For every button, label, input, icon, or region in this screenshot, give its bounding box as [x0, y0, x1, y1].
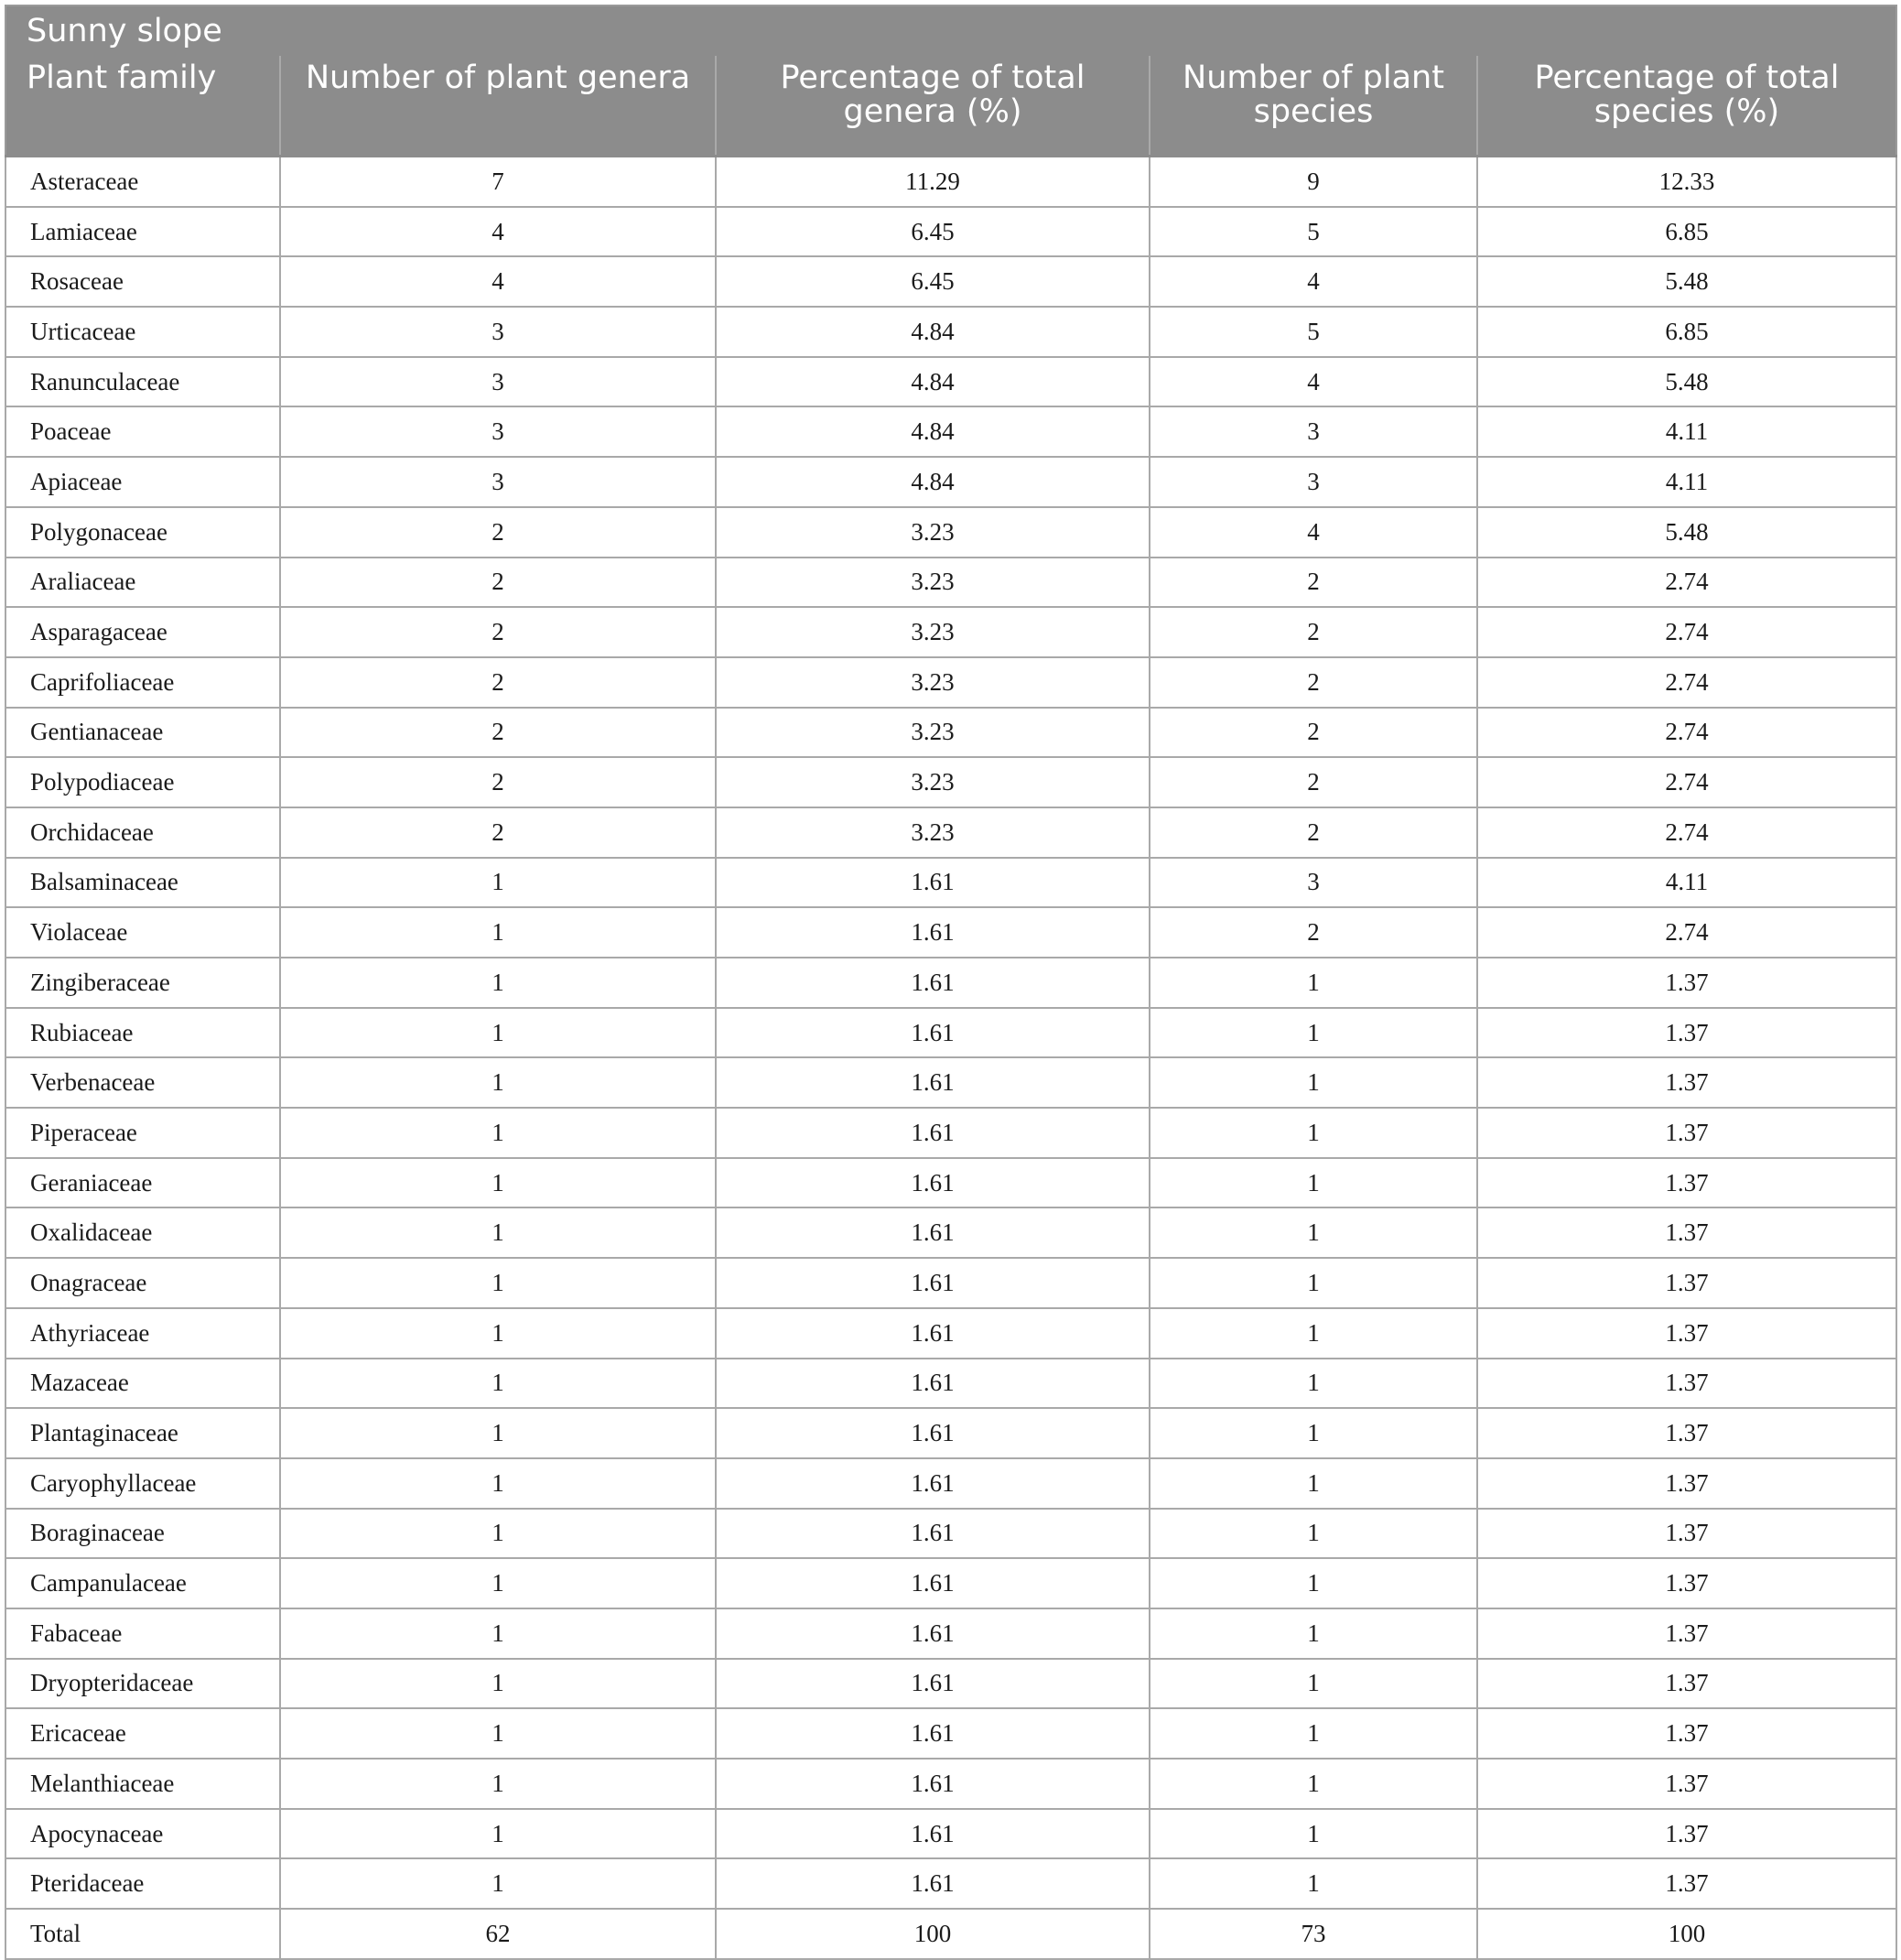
cell-species-percent: 2.74 — [1477, 907, 1896, 958]
cell-species-count: 1 — [1150, 1207, 1477, 1258]
cell-genera-count: 1 — [280, 1008, 716, 1058]
cell-species-percent: 5.48 — [1477, 507, 1896, 558]
cell-species-count: 3 — [1150, 457, 1477, 507]
cell-genera-count: 2 — [280, 757, 716, 807]
cell-species-percent: 1.37 — [1477, 1608, 1896, 1659]
cell-species-count: 2 — [1150, 558, 1477, 608]
table-row — [5, 1308, 1896, 1359]
cell-genera-percent: 1.61 — [716, 858, 1150, 908]
cell-genera-percent: 1.61 — [716, 1108, 1150, 1158]
cell-plant-family: Rosaceae — [5, 256, 280, 307]
cell-species-percent: 1.37 — [1477, 1858, 1896, 1909]
table-row — [5, 157, 1896, 207]
cell-genera-count: 3 — [280, 457, 716, 507]
cell-species-percent: 2.74 — [1477, 807, 1896, 858]
cell-species-percent: 4.11 — [1477, 858, 1896, 908]
table-row — [5, 1359, 1896, 1409]
cell-genera-count: 3 — [280, 357, 716, 407]
column-header-species-count: Number of plant species — [1150, 56, 1477, 157]
cell-plant-family: Athyriaceae — [5, 1308, 280, 1359]
cell-genera-percent: 3.23 — [716, 807, 1150, 858]
cell-genera-count: 1 — [280, 1809, 716, 1859]
cell-genera-count: 1 — [280, 1258, 716, 1308]
cell-genera-percent: 1.61 — [716, 1558, 1150, 1608]
total-row — [5, 1909, 1896, 1959]
table-row — [5, 1759, 1896, 1809]
cell-plant-family: Dryopteridaceae — [5, 1659, 280, 1709]
cell-species-count: 2 — [1150, 607, 1477, 657]
column-header-genera-count: Number of plant genera — [280, 56, 716, 157]
cell-genera-percent: 1.61 — [716, 958, 1150, 1008]
table-row — [5, 1608, 1896, 1659]
cell-genera-count: 1 — [280, 1207, 716, 1258]
cell-species-count: 2 — [1150, 657, 1477, 708]
cell-genera-percent: 1.61 — [716, 1659, 1150, 1709]
table-row — [5, 1158, 1896, 1208]
cell-species-count: 3 — [1150, 858, 1477, 908]
cell-genera-count: 1 — [280, 1308, 716, 1359]
table-row — [5, 607, 1896, 657]
cell-species-count: 1 — [1150, 1759, 1477, 1809]
table-row — [5, 807, 1896, 858]
cell-plant-family: Asparagaceae — [5, 607, 280, 657]
table-row — [5, 558, 1896, 608]
cell-plant-family: Urticaceae — [5, 307, 280, 357]
cell-species-percent: 1.37 — [1477, 1108, 1896, 1158]
cell-species-percent: 1.37 — [1477, 1659, 1896, 1709]
cell-species-count: 1 — [1150, 1008, 1477, 1058]
cell-genera-percent: 6.45 — [716, 207, 1150, 257]
cell-plant-family: Araliaceae — [5, 558, 280, 608]
cell-genera-percent: 1.61 — [716, 1509, 1150, 1559]
cell-genera-count: 4 — [280, 256, 716, 307]
table-row — [5, 1108, 1896, 1158]
cell-species-percent: 1.37 — [1477, 1558, 1896, 1608]
table-row — [5, 1207, 1896, 1258]
column-header-species-percent: Percentage of total species (%) — [1477, 56, 1896, 157]
cell-plant-family: Geraniaceae — [5, 1158, 280, 1208]
table-body — [5, 157, 1896, 1959]
table-row — [5, 1458, 1896, 1509]
cell-species-percent: 1.37 — [1477, 1708, 1896, 1759]
cell-plant-family: Rubiaceae — [5, 1008, 280, 1058]
cell-species-percent: 2.74 — [1477, 657, 1896, 708]
cell-species-percent: 2.74 — [1477, 708, 1896, 758]
cell-plant-family: Polygonaceae — [5, 507, 280, 558]
cell-species-count: 1 — [1150, 1858, 1477, 1909]
table-row — [5, 657, 1896, 708]
cell-genera-percent: 1.61 — [716, 1057, 1150, 1108]
cell-plant-family: Boraginaceae — [5, 1509, 280, 1559]
cell-species-percent: 1.37 — [1477, 1008, 1896, 1058]
cell-genera-count: 1 — [280, 1659, 716, 1709]
cell-genera-percent: 4.84 — [716, 307, 1150, 357]
cell-genera-count: 2 — [280, 807, 716, 858]
cell-species-count: 4 — [1150, 357, 1477, 407]
table-row — [5, 958, 1896, 1008]
cell-genera-count: 2 — [280, 507, 716, 558]
cell-plant-family: Apocynaceae — [5, 1809, 280, 1859]
cell-species-count: 1 — [1150, 1308, 1477, 1359]
cell-genera-count: 1 — [280, 1759, 716, 1809]
cell-species-count: 2 — [1150, 907, 1477, 958]
cell-genera-percent: 3.23 — [716, 657, 1150, 708]
cell-genera-count: 1 — [280, 1458, 716, 1509]
cell-genera-count: 4 — [280, 207, 716, 257]
cell-plant-family: Mazaceae — [5, 1359, 280, 1409]
cell-species-percent: 1.37 — [1477, 1057, 1896, 1108]
cell-genera-percent: 3.23 — [716, 708, 1150, 758]
cell-species-count: 3 — [1150, 406, 1477, 457]
cell-plant-family: Zingiberaceae — [5, 958, 280, 1008]
cell-genera-percent: 1.61 — [716, 1308, 1150, 1359]
cell-species-count: 1 — [1150, 1458, 1477, 1509]
cell-plant-family: Apiaceae — [5, 457, 280, 507]
table-row — [5, 307, 1896, 357]
cell-plant-family: Oxalidaceae — [5, 1207, 280, 1258]
cell-species-count: 1 — [1150, 1708, 1477, 1759]
cell-genera-percent: 1.61 — [716, 1858, 1150, 1909]
cell-species-count: 1 — [1150, 1659, 1477, 1709]
cell-genera-count: 2 — [280, 558, 716, 608]
cell-species-percent: 1.37 — [1477, 1308, 1896, 1359]
cell-species-count: 2 — [1150, 807, 1477, 858]
cell-genera-count: 1 — [280, 1708, 716, 1759]
cell-genera-percent: 1.61 — [716, 1359, 1150, 1409]
column-header-row — [5, 56, 1896, 157]
table-row — [5, 858, 1896, 908]
table-row — [5, 207, 1896, 257]
cell-genera-count: 1 — [280, 907, 716, 958]
cell-species-percent: 1.37 — [1477, 1158, 1896, 1208]
plant-family-table — [5, 5, 1897, 1960]
table-row — [5, 507, 1896, 558]
cell-species-count: 1 — [1150, 1509, 1477, 1559]
cell-species-percent: 100 — [1477, 1909, 1896, 1959]
cell-species-percent: 1.37 — [1477, 958, 1896, 1008]
cell-species-count: 1 — [1150, 1359, 1477, 1409]
cell-plant-family: Ericaceae — [5, 1708, 280, 1759]
table-row — [5, 1659, 1896, 1709]
cell-genera-count: 62 — [280, 1909, 716, 1959]
table-row — [5, 357, 1896, 407]
table-row — [5, 1408, 1896, 1458]
cell-plant-family: Poaceae — [5, 406, 280, 457]
cell-genera-count: 1 — [280, 1359, 716, 1409]
table-row — [5, 1858, 1896, 1909]
cell-species-percent: 5.48 — [1477, 256, 1896, 307]
cell-species-percent: 2.74 — [1477, 558, 1896, 608]
cell-plant-family: Onagraceae — [5, 1258, 280, 1308]
cell-genera-count: 2 — [280, 657, 716, 708]
cell-plant-family: Total — [5, 1909, 280, 1959]
cell-species-count: 1 — [1150, 1057, 1477, 1108]
column-header-genera-percent: Percentage of total genera (%) — [716, 56, 1150, 157]
cell-plant-family: Fabaceae — [5, 1608, 280, 1659]
cell-genera-percent: 11.29 — [716, 157, 1150, 207]
cell-species-percent: 2.74 — [1477, 757, 1896, 807]
cell-genera-percent: 1.61 — [716, 1708, 1150, 1759]
cell-species-percent: 4.11 — [1477, 406, 1896, 457]
cell-genera-percent: 1.61 — [716, 1008, 1150, 1058]
table-row — [5, 1708, 1896, 1759]
column-header-plant-family: Plant family — [5, 56, 280, 157]
cell-genera-count: 1 — [280, 1158, 716, 1208]
cell-plant-family: Balsaminaceae — [5, 858, 280, 908]
cell-genera-count: 1 — [280, 958, 716, 1008]
cell-genera-percent: 6.45 — [716, 256, 1150, 307]
cell-species-percent: 1.37 — [1477, 1258, 1896, 1308]
table-row — [5, 1558, 1896, 1608]
section-title: Sunny slope — [5, 5, 1896, 56]
cell-species-percent: 1.37 — [1477, 1509, 1896, 1559]
cell-species-count: 4 — [1150, 507, 1477, 558]
cell-genera-count: 7 — [280, 157, 716, 207]
cell-species-percent: 4.11 — [1477, 457, 1896, 507]
table-row — [5, 1057, 1896, 1108]
cell-species-count: 1 — [1150, 1558, 1477, 1608]
cell-plant-family: Piperaceae — [5, 1108, 280, 1158]
cell-plant-family: Gentianaceae — [5, 708, 280, 758]
cell-genera-percent: 3.23 — [716, 558, 1150, 608]
cell-species-count: 1 — [1150, 958, 1477, 1008]
cell-genera-percent: 1.61 — [716, 1158, 1150, 1208]
table-row — [5, 1809, 1896, 1859]
section-band-row — [5, 5, 1896, 56]
cell-genera-count: 2 — [280, 708, 716, 758]
cell-species-percent: 1.37 — [1477, 1458, 1896, 1509]
cell-species-count: 1 — [1150, 1258, 1477, 1308]
table-row — [5, 907, 1896, 958]
cell-species-count: 2 — [1150, 757, 1477, 807]
cell-species-count: 1 — [1150, 1608, 1477, 1659]
cell-genera-percent: 1.61 — [716, 1759, 1150, 1809]
cell-plant-family: Asteraceae — [5, 157, 280, 207]
cell-genera-count: 2 — [280, 607, 716, 657]
table-row — [5, 1008, 1896, 1058]
cell-genera-percent: 3.23 — [716, 507, 1150, 558]
cell-plant-family: Plantaginaceae — [5, 1408, 280, 1458]
cell-genera-percent: 4.84 — [716, 406, 1150, 457]
cell-genera-count: 1 — [280, 1509, 716, 1559]
cell-plant-family: Melanthiaceae — [5, 1759, 280, 1809]
cell-plant-family: Verbenaceae — [5, 1057, 280, 1108]
cell-genera-percent: 1.61 — [716, 1408, 1150, 1458]
cell-species-percent: 1.37 — [1477, 1759, 1896, 1809]
cell-species-percent: 12.33 — [1477, 157, 1896, 207]
cell-genera-count: 3 — [280, 307, 716, 357]
cell-genera-count: 1 — [280, 1108, 716, 1158]
cell-species-percent: 6.85 — [1477, 207, 1896, 257]
cell-species-percent: 2.74 — [1477, 607, 1896, 657]
cell-genera-percent: 1.61 — [716, 1207, 1150, 1258]
cell-species-count: 4 — [1150, 256, 1477, 307]
table-row — [5, 757, 1896, 807]
cell-genera-percent: 4.84 — [716, 457, 1150, 507]
table-row — [5, 1258, 1896, 1308]
cell-species-percent: 1.37 — [1477, 1359, 1896, 1409]
cell-genera-percent: 1.61 — [716, 1258, 1150, 1308]
cell-genera-percent: 3.23 — [716, 757, 1150, 807]
cell-species-percent: 1.37 — [1477, 1408, 1896, 1458]
cell-genera-percent: 3.23 — [716, 607, 1150, 657]
table-row — [5, 1509, 1896, 1559]
cell-species-percent: 5.48 — [1477, 357, 1896, 407]
cell-genera-percent: 1.61 — [716, 907, 1150, 958]
cell-genera-percent: 100 — [716, 1909, 1150, 1959]
cell-species-count: 1 — [1150, 1408, 1477, 1458]
cell-species-count: 5 — [1150, 207, 1477, 257]
cell-plant-family: Orchidaceae — [5, 807, 280, 858]
cell-genera-count: 1 — [280, 1408, 716, 1458]
cell-genera-count: 1 — [280, 1608, 716, 1659]
cell-plant-family: Polypodiaceae — [5, 757, 280, 807]
cell-genera-count: 1 — [280, 1558, 716, 1608]
cell-species-percent: 1.37 — [1477, 1207, 1896, 1258]
table-row — [5, 708, 1896, 758]
cell-plant-family: Lamiaceae — [5, 207, 280, 257]
cell-species-count: 9 — [1150, 157, 1477, 207]
table-row — [5, 457, 1896, 507]
cell-plant-family: Campanulaceae — [5, 1558, 280, 1608]
cell-plant-family: Pteridaceae — [5, 1858, 280, 1909]
cell-genera-count: 3 — [280, 406, 716, 457]
cell-genera-percent: 4.84 — [716, 357, 1150, 407]
cell-species-percent: 1.37 — [1477, 1809, 1896, 1859]
cell-plant-family: Caryophyllaceae — [5, 1458, 280, 1509]
cell-species-count: 1 — [1150, 1809, 1477, 1859]
cell-species-count: 1 — [1150, 1108, 1477, 1158]
cell-genera-percent: 1.61 — [716, 1458, 1150, 1509]
cell-species-count: 73 — [1150, 1909, 1477, 1959]
cell-genera-percent: 1.61 — [716, 1809, 1150, 1859]
cell-species-percent: 6.85 — [1477, 307, 1896, 357]
cell-genera-count: 1 — [280, 1858, 716, 1909]
cell-species-count: 5 — [1150, 307, 1477, 357]
cell-genera-percent: 1.61 — [716, 1608, 1150, 1659]
cell-species-count: 1 — [1150, 1158, 1477, 1208]
cell-plant-family: Violaceae — [5, 907, 280, 958]
cell-plant-family: Caprifoliaceae — [5, 657, 280, 708]
cell-plant-family: Ranunculaceae — [5, 357, 280, 407]
cell-genera-count: 1 — [280, 1057, 716, 1108]
table-row — [5, 406, 1896, 457]
cell-genera-count: 1 — [280, 858, 716, 908]
table-row — [5, 256, 1896, 307]
cell-species-count: 2 — [1150, 708, 1477, 758]
